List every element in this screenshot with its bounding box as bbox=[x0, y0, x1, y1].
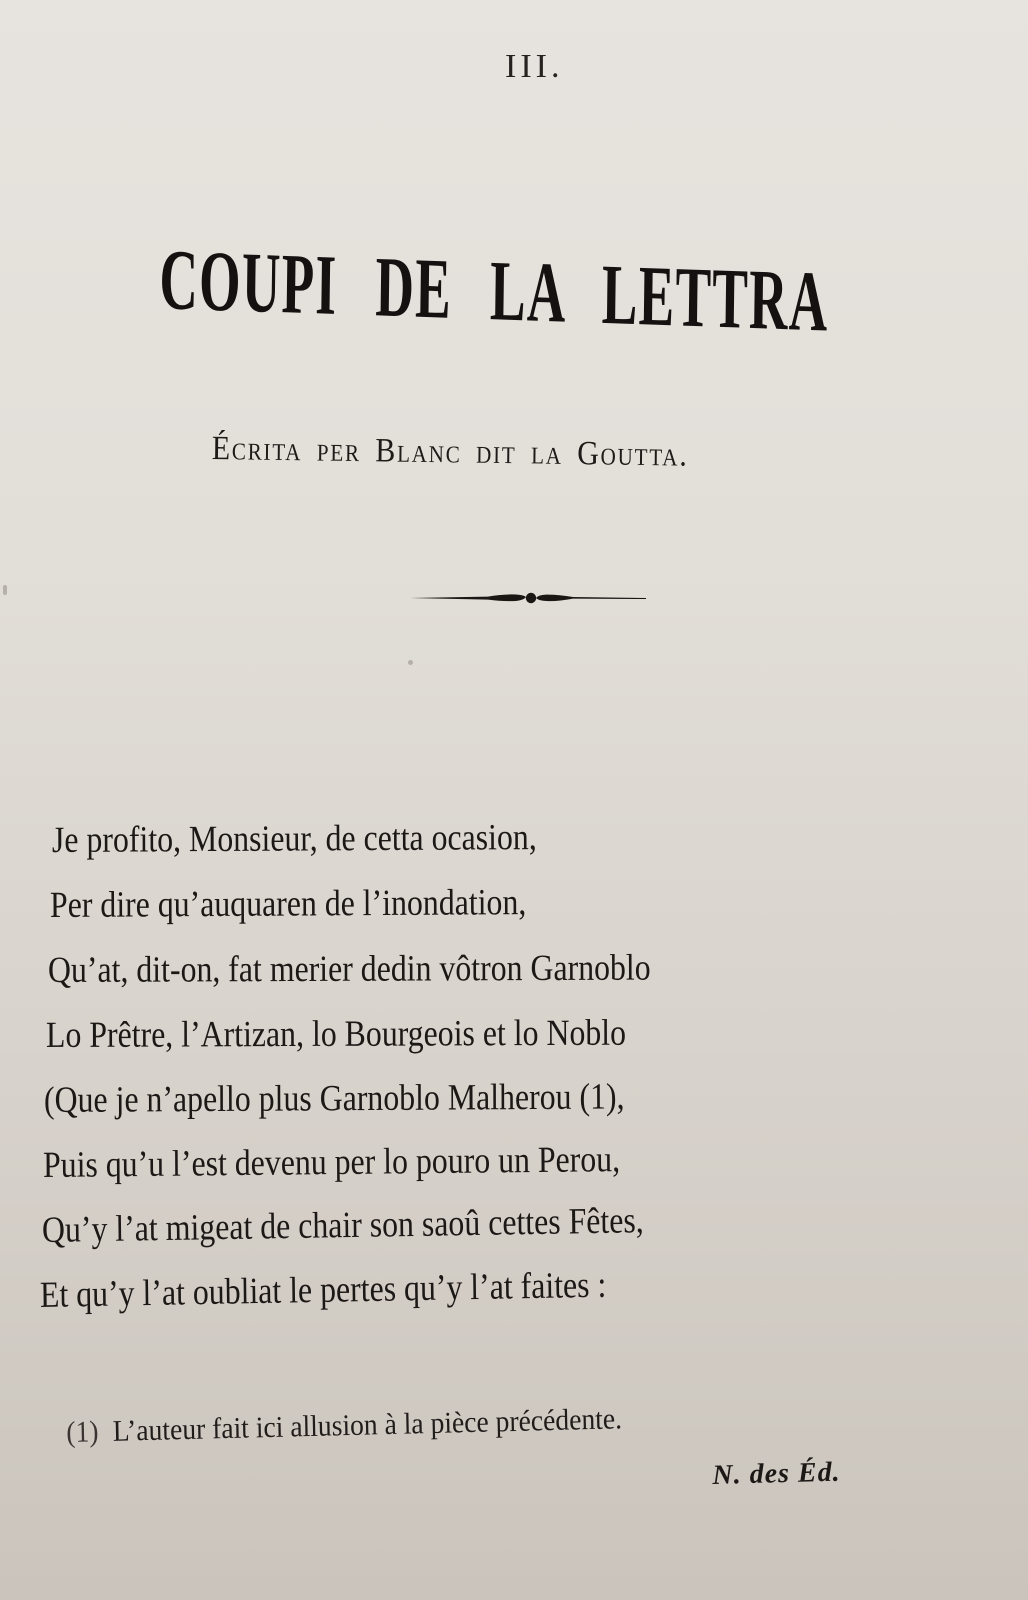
footnote-marker: (1) bbox=[66, 1415, 99, 1449]
verse-line: Lo Prêtre, l’Artizan, lo Bourgeois et lo Noblo bbox=[45, 1012, 627, 1056]
ornament-rule-icon bbox=[408, 588, 648, 608]
verse-line: Qu’at, dit-on, fat merier dedin vôtron Garnoblo bbox=[47, 947, 651, 991]
page-title: COUPI DE LA LETTRA bbox=[158, 231, 830, 350]
paper-speck bbox=[3, 585, 7, 595]
verse-line: Puis qu’u l’est devenu per lo pouro un Perou, bbox=[42, 1139, 621, 1186]
verse-line: Per dire qu’auquaren de l’inondation, bbox=[49, 882, 527, 926]
footnote bbox=[66, 1402, 622, 1450]
subtitle: Écrita per Blanc dit la Goutta. bbox=[211, 430, 689, 474]
paper-speck bbox=[408, 660, 413, 665]
editor-note: N. des Éd. bbox=[712, 1456, 842, 1491]
chapter-number: III. bbox=[505, 48, 564, 85]
verse-line: Et qu’y l’at oubliat le pertes qu’y l’at faites : bbox=[39, 1264, 607, 1316]
verse-stanza bbox=[40, 808, 940, 1328]
verse-line: Je profito, Monsieur, de cetta ocasion, bbox=[51, 817, 537, 861]
footnote-text: L’auteur fait ici allusion à la pièce précédente. bbox=[112, 1402, 623, 1448]
verse-line: (Que je n’apello plus Garnoblo Malherou (1), bbox=[43, 1076, 625, 1121]
verse-line: Qu’y l’at migeat de chair son saoû cettes Fêtes, bbox=[41, 1200, 644, 1251]
